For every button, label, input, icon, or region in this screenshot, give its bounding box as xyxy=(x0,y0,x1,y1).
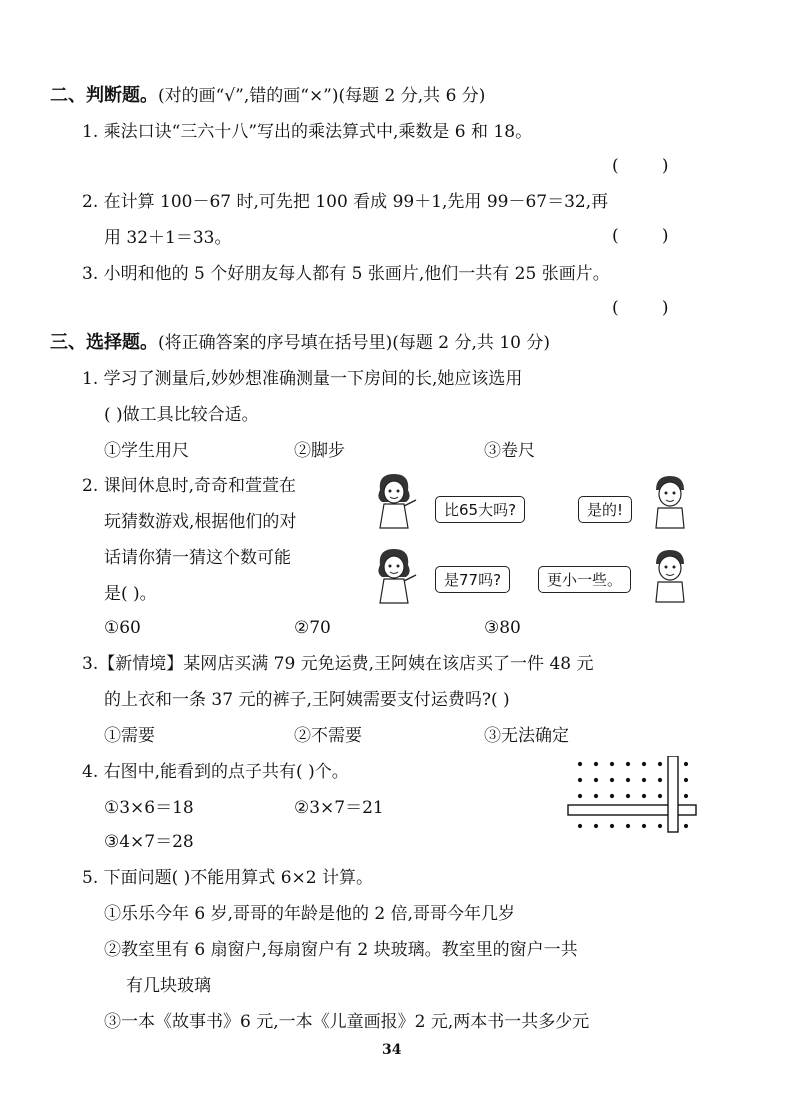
s3-question-3-line2: 的上衣和一条 37 元的裤子,王阿姨需要支付运费吗?( ) xyxy=(104,690,510,710)
s3-q5-option-3[interactable]: ③一本《故事书》6 元,一本《儿童画报》2 元,两本书一共多少元 xyxy=(104,1012,590,1032)
s3-q3-option-3[interactable]: ③无法确定 xyxy=(484,726,569,746)
s3-q5-option-1[interactable]: ①乐乐今年 6 岁,哥哥的年龄是他的 2 倍,哥哥今年几岁 xyxy=(104,904,516,924)
speech-bubble-girl-1: 比65大吗? xyxy=(435,496,525,523)
section2-title: 二、判断题。 xyxy=(50,85,158,106)
speech-bubble-boy-1: 是的! xyxy=(578,496,632,523)
boy-illustration xyxy=(648,546,692,604)
s2-q1-answer-paren[interactable]: ( ) xyxy=(612,156,669,176)
girl-illustration xyxy=(372,470,420,530)
section2-note: (对的画“√”,错的画“×”)(每题 2 分,共 6 分) xyxy=(158,86,486,106)
s2-question-3: 3. 小明和他的 5 个好朋友每人都有 5 张画片,他们一共有 25 张画片。 xyxy=(82,264,610,284)
s3-q1-option-2[interactable]: ②脚步 xyxy=(294,441,345,461)
speech-bubble-girl-2: 是77吗? xyxy=(435,566,510,593)
speech-bubble-boy-2: 更小一些。 xyxy=(538,566,631,593)
boy-illustration xyxy=(648,472,692,530)
dot-grid-figure xyxy=(566,756,700,834)
s3-q2-option-1[interactable]: ①60 xyxy=(104,618,141,638)
s2-question-2-line2: 用 32＋1＝33。 xyxy=(104,228,232,248)
s3-question-1-line1: 1. 学习了测量后,妙妙想准确测量一下房间的长,她应该选用 xyxy=(82,369,523,389)
s3-q5-option-2-line1[interactable]: ②教室里有 6 扇窗户,每扇窗户有 2 块玻璃。教室里的窗户一共 xyxy=(104,940,578,960)
section2-heading-line xyxy=(50,84,485,108)
s2-question-1: 1. 乘法口诀“三六十八”写出的乘法算式中,乘数是 6 和 18。 xyxy=(82,122,533,142)
s3-q5-option-2-line2: 有几块玻璃 xyxy=(126,976,211,996)
s3-question-5: 5. 下面问题( )不能用算式 6×2 计算。 xyxy=(82,868,373,888)
s3-q4-option-2[interactable]: ②3×7＝21 xyxy=(294,798,384,818)
s2-q3-answer-paren[interactable]: ( ) xyxy=(612,298,669,318)
s3-question-3-line1: 3.【新情境】某网店买满 79 元免运费,王阿姨在该店买了一件 48 元 xyxy=(82,654,594,674)
s3-q4-option-1[interactable]: ①3×6＝18 xyxy=(104,798,194,818)
page-number: 34 xyxy=(382,1042,402,1058)
s3-question-4: 4. 右图中,能看到的点子共有( )个。 xyxy=(82,762,349,782)
s3-q3-option-2[interactable]: ②不需要 xyxy=(294,726,362,746)
s3-q1-option-3[interactable]: ③卷尺 xyxy=(484,441,535,461)
s3-q2-option-2[interactable]: ②70 xyxy=(294,618,331,638)
s3-q4-option-3[interactable]: ③4×7＝28 xyxy=(104,832,194,852)
s3-question-2-line3: 话请你猜一猜这个数可能 xyxy=(104,548,291,568)
s2-question-2-line1: 2. 在计算 100－67 时,可先把 100 看成 99＋1,先用 99－67＝32,再 xyxy=(82,192,609,212)
s3-question-2-line2: 玩猜数游戏,根据他们的对 xyxy=(104,512,297,532)
s3-q2-option-3[interactable]: ③80 xyxy=(484,618,521,638)
s3-q1-option-1[interactable]: ①学生用尺 xyxy=(104,441,189,461)
section3-title: 三、选择题。 xyxy=(50,332,158,353)
section3-heading-line xyxy=(50,331,550,355)
girl-illustration xyxy=(372,545,420,605)
s3-question-1-line2: ( )做工具比较合适。 xyxy=(104,405,259,425)
s3-q3-option-1[interactable]: ①需要 xyxy=(104,726,155,746)
s3-question-2-line1: 2. 课间休息时,奇奇和萱萱在 xyxy=(82,476,297,496)
s2-q2-answer-paren[interactable]: ( ) xyxy=(612,226,669,246)
s3-question-2-line4: 是( )。 xyxy=(104,584,157,604)
section3-note: (将正确答案的序号填在括号里)(每题 2 分,共 10 分) xyxy=(158,333,550,353)
